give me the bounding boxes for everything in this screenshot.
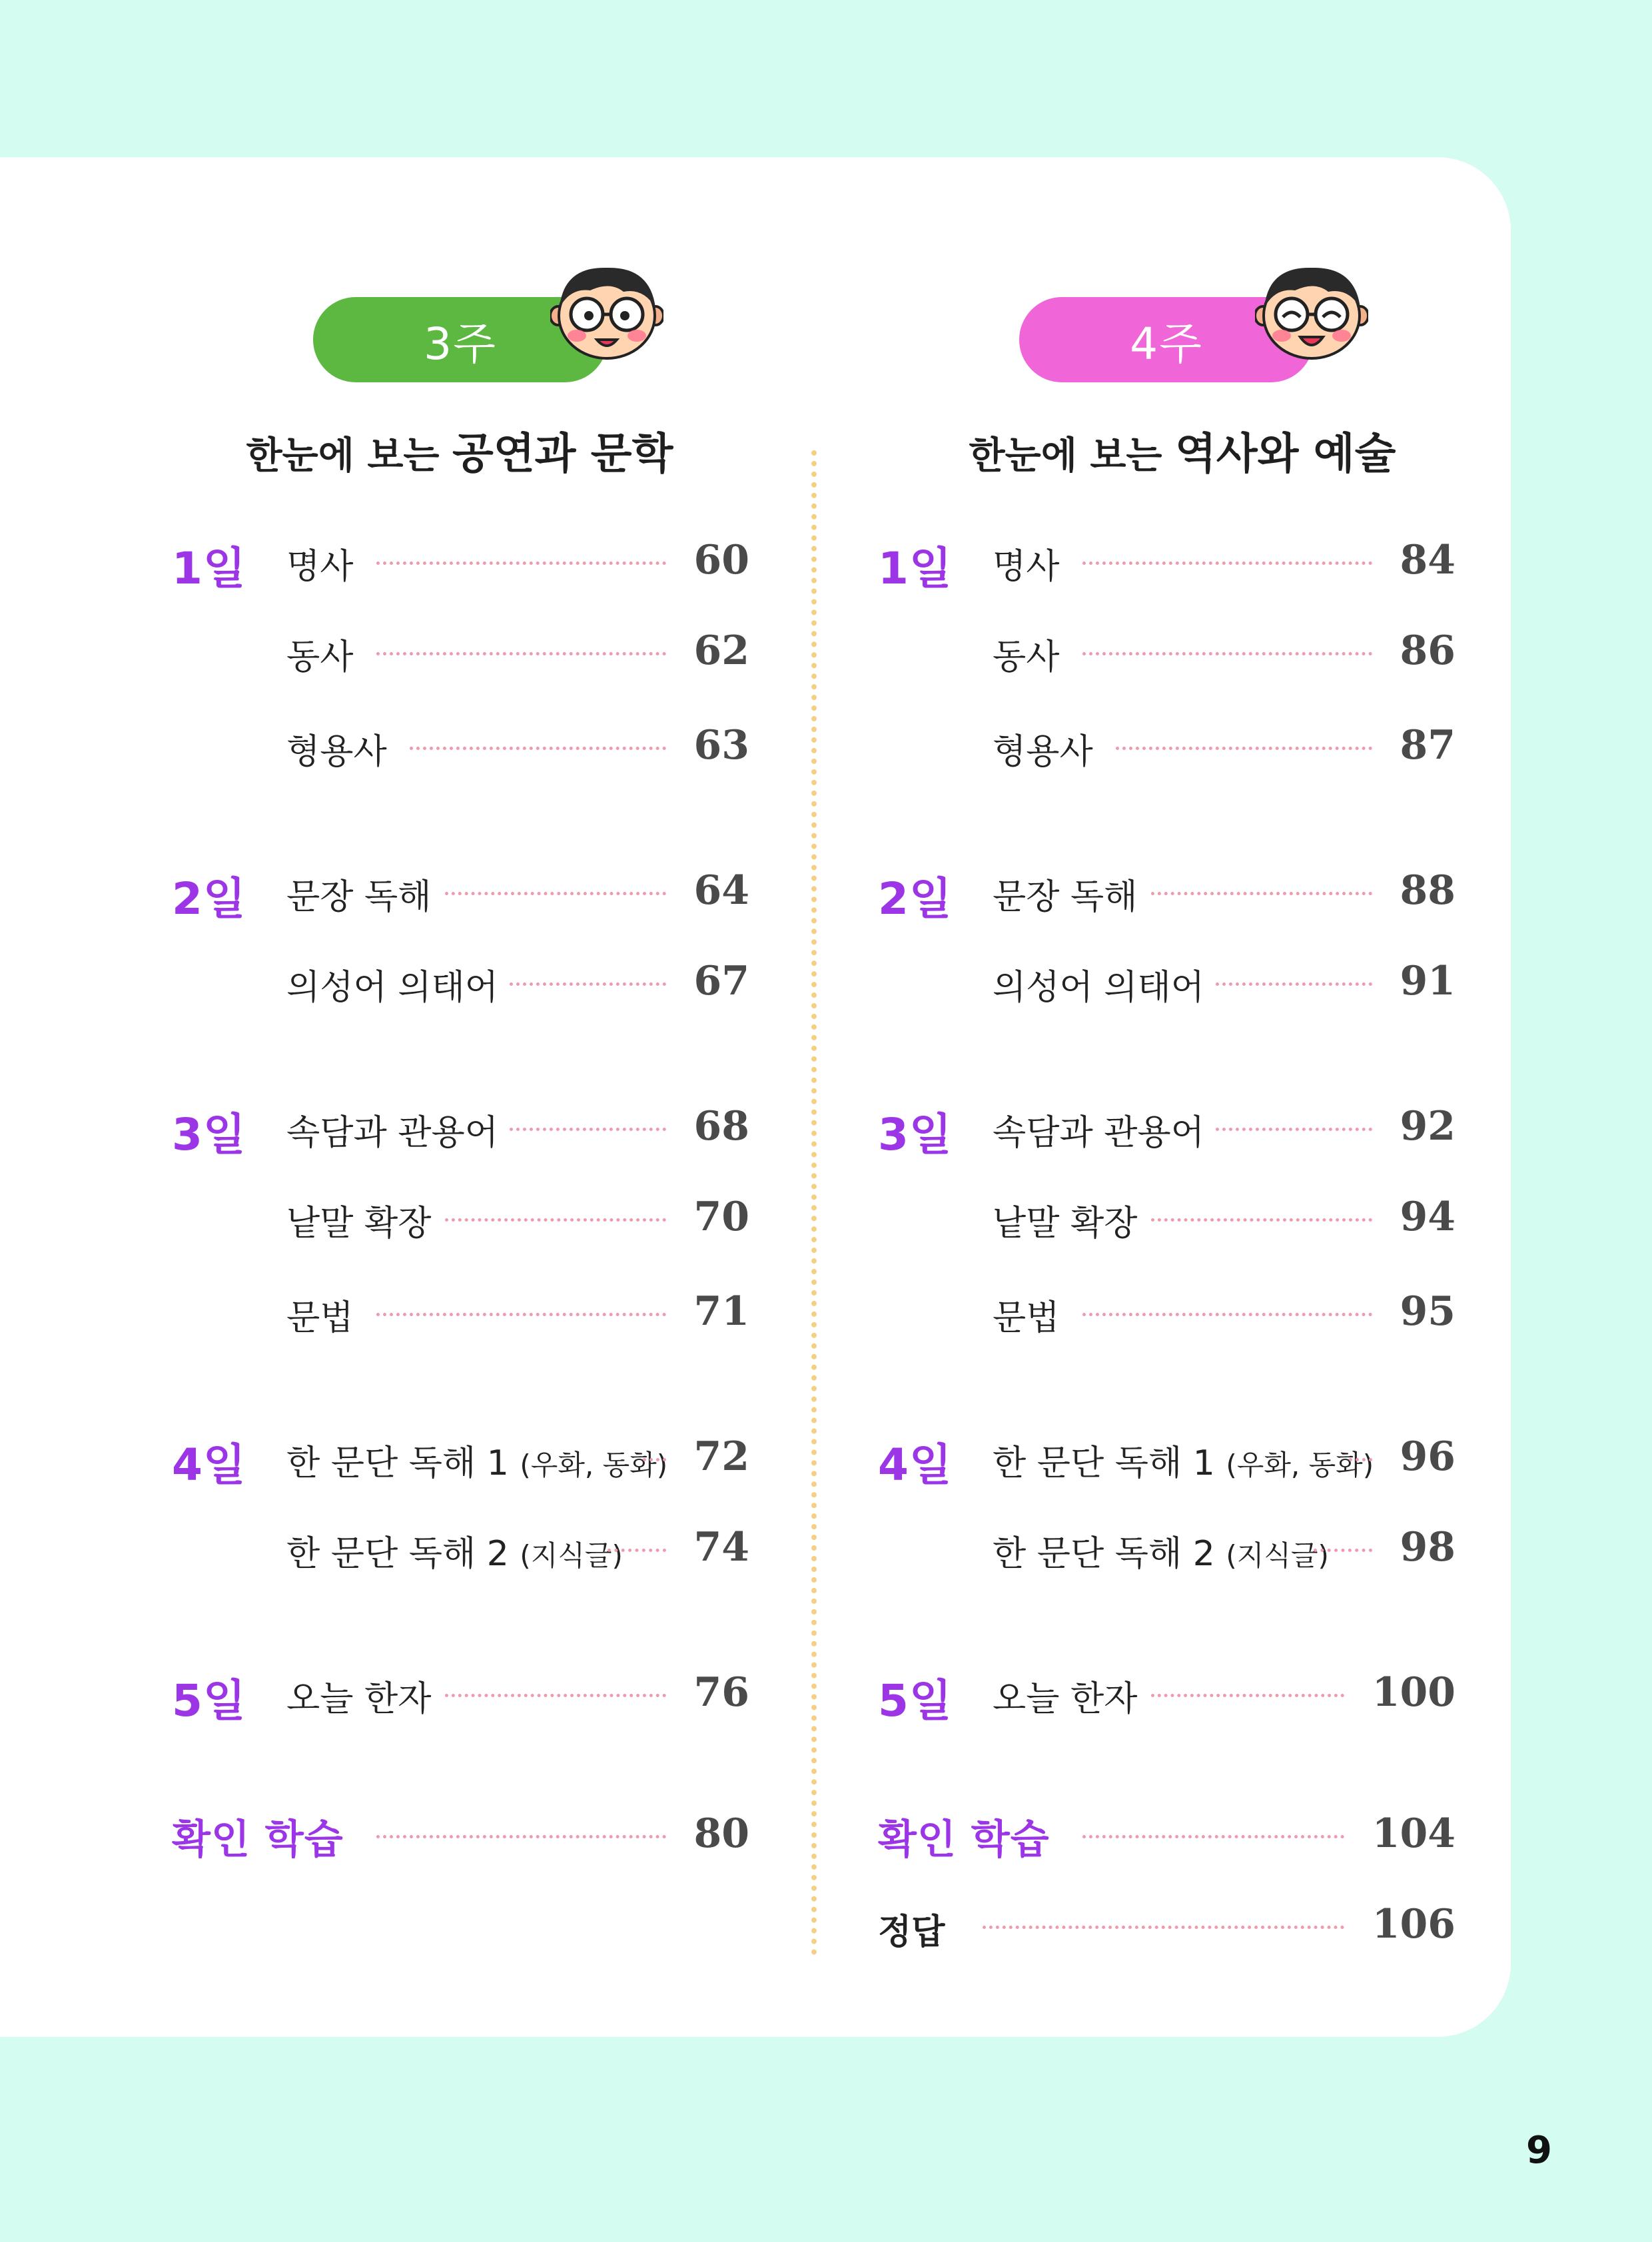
- toc-item-title: 동사: [993, 637, 1060, 677]
- toc-page-number: 106: [1372, 1901, 1455, 1948]
- toc-page-number: 86: [1400, 627, 1455, 674]
- day-label: 1일: [172, 543, 246, 594]
- smiling-boy-face-icon: [1255, 261, 1368, 361]
- toc-item-title-text: 한 문단 독해 1: [286, 1443, 509, 1483]
- glasses-boy-face-icon: [550, 261, 663, 361]
- toc-page-number: 96: [1400, 1433, 1455, 1480]
- toc-page-number: 74: [693, 1524, 749, 1571]
- toc-page-number: 94: [1400, 1194, 1455, 1240]
- toc-item-title-text: 한 문단 독해 2: [993, 1534, 1215, 1574]
- day-label: 4일: [172, 1439, 246, 1491]
- day-label: 2일: [878, 873, 953, 925]
- subtitle-topic: 공연과 문학: [452, 430, 673, 479]
- toc-page-number: 71: [693, 1288, 749, 1335]
- toc-page-number: 88: [1400, 867, 1455, 914]
- toc-item-note: (우화, 동화): [520, 1449, 668, 1481]
- toc-page-number: 72: [693, 1433, 749, 1480]
- toc-page-number: 76: [693, 1669, 749, 1716]
- toc-item-title: 속담과 관용어: [286, 1113, 498, 1153]
- toc-page-number: 60: [693, 537, 749, 583]
- toc-item-title: 낱말 확장: [286, 1204, 432, 1244]
- toc-item-note: (지식글): [1226, 1539, 1329, 1572]
- toc-page-number: 92: [1400, 1103, 1455, 1150]
- subtitle-topic: 역사와 예술: [1175, 430, 1396, 479]
- toc-item-title: 형용사: [993, 732, 1093, 772]
- week-badge: 3주: [313, 297, 608, 382]
- toc-item-title: 의성어 의태어: [286, 968, 498, 1008]
- toc-item-note: (우화, 동화): [1226, 1449, 1374, 1481]
- toc-item-title: 문장 독해: [286, 877, 432, 917]
- answers-label: 정답: [878, 1912, 945, 1952]
- toc-item-title: 동사: [286, 637, 354, 677]
- toc-page-number: 70: [693, 1194, 749, 1240]
- toc-page-number: 84: [1400, 537, 1455, 583]
- toc-item-title: 오늘 한자: [993, 1679, 1138, 1719]
- day-label: 5일: [172, 1675, 246, 1726]
- toc-item-title-text: 한 문단 독해 2: [286, 1534, 509, 1574]
- leader-dots: [1082, 1835, 1344, 1838]
- week-badge: 4주: [1019, 297, 1314, 382]
- column-divider: [811, 450, 817, 1956]
- day-label: 5일: [878, 1675, 953, 1726]
- toc-page-number: 67: [693, 958, 749, 1004]
- day-label: 4일: [878, 1439, 953, 1491]
- toc-item-title: [286, 1435, 667, 1485]
- toc-page-number: 68: [693, 1103, 749, 1150]
- toc-item-title: 문법: [286, 1298, 354, 1338]
- leader-dots: [983, 1926, 1344, 1929]
- toc-item-title: 문장 독해: [993, 877, 1138, 917]
- toc-page-number: 80: [693, 1810, 749, 1857]
- leader-dots: [1151, 1694, 1344, 1697]
- week-subtitle: [160, 420, 759, 481]
- toc-page-number: 87: [1400, 722, 1455, 769]
- toc-page-number: 62: [693, 627, 749, 674]
- toc-item-title: [993, 1435, 1374, 1485]
- toc-item-title: 문법: [993, 1298, 1060, 1338]
- toc-page-number: 100: [1372, 1669, 1455, 1716]
- review-label: 확인 학습: [878, 1816, 1050, 1863]
- week-subtitle: [883, 420, 1482, 481]
- toc-item-title: [993, 1525, 1329, 1575]
- subtitle-prefix: 한눈에 보는: [969, 434, 1162, 478]
- day-label: 1일: [878, 543, 953, 594]
- toc-item-note: (지식글): [520, 1539, 623, 1572]
- day-label: 2일: [172, 873, 246, 925]
- toc-item-title: 명사: [993, 547, 1060, 587]
- review-label: 확인 학습: [172, 1816, 344, 1863]
- toc-item-title: 낱말 확장: [993, 1204, 1138, 1244]
- toc-page-number: 95: [1400, 1288, 1455, 1335]
- toc-page-number: 91: [1400, 958, 1455, 1004]
- toc-item-title: [286, 1525, 623, 1575]
- day-label: 3일: [172, 1109, 246, 1160]
- toc-page-number: 98: [1400, 1524, 1455, 1571]
- toc-item-title-text: 한 문단 독해 1: [993, 1443, 1215, 1483]
- toc-item-title: 형용사: [286, 732, 387, 772]
- page-number: 9: [1526, 2129, 1552, 2172]
- toc-page-number: 63: [693, 722, 749, 769]
- toc-item-title: 의성어 의태어: [993, 968, 1204, 1008]
- toc-item-title: 속담과 관용어: [993, 1113, 1204, 1153]
- toc-page-number: 64: [693, 867, 749, 914]
- toc-item-title: 오늘 한자: [286, 1679, 432, 1719]
- toc-page-number: 104: [1372, 1810, 1455, 1857]
- subtitle-prefix: 한눈에 보는: [246, 434, 440, 478]
- toc-item-title: 명사: [286, 547, 354, 587]
- day-label: 3일: [878, 1109, 953, 1160]
